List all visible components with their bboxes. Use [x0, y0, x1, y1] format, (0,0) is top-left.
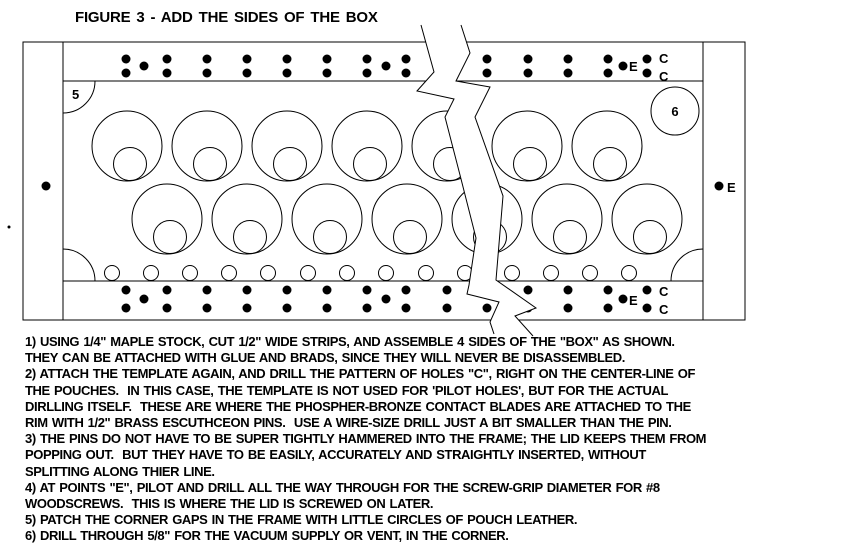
hole-c-dot — [402, 55, 411, 64]
label-e-right: E — [727, 180, 736, 195]
point-e-dot — [619, 295, 628, 304]
hole-c-dot — [483, 69, 492, 78]
instruction-line-9: SPLITTING ALONG THIER LINE. — [25, 463, 215, 479]
point-e-dot — [715, 182, 724, 191]
hole-c-dot — [283, 304, 292, 313]
hole-c-dot — [483, 55, 492, 64]
hole-c-dot — [483, 304, 492, 313]
hole-c-dot — [283, 55, 292, 64]
pouch-inner-circle — [394, 221, 427, 254]
pouch-circle — [332, 111, 402, 181]
hole-c-dot — [604, 55, 613, 64]
instructions-block — [25, 334, 706, 544]
hole-c-dot — [643, 69, 652, 78]
hole-c-dot — [524, 55, 533, 64]
hole-c-dot — [402, 69, 411, 78]
small-hole-circle — [105, 266, 120, 281]
hole-c-dot — [604, 69, 613, 78]
small-hole-circle — [340, 266, 355, 281]
pouch-circle — [172, 111, 242, 181]
hole-c-dot — [323, 55, 332, 64]
hole-c-dot — [163, 55, 172, 64]
corner-arc-bottom-left — [63, 249, 95, 281]
pouch-inner-circle — [154, 221, 187, 254]
small-hole-circle — [379, 266, 394, 281]
stray-dot — [8, 226, 11, 229]
label-corner-6: 6 — [671, 104, 679, 119]
hole-c-dot — [604, 286, 613, 295]
tear-gap — [417, 25, 536, 336]
instruction-line-10: 4) AT POINTS "E", PILOT AND DRILL ALL THE WAY THROUGH FOR THE SCREW-GRIP DIAMETER FOR #8 — [25, 479, 660, 495]
hole-c-dot — [243, 55, 252, 64]
hole-c-dot — [524, 286, 533, 295]
label-e-bottom: E — [629, 293, 638, 308]
instruction-line-3: 2) ATTACH THE TEMPLATE AGAIN, AND DRILL THE PATTERN OF HOLES "C", RIGHT ON THE CENTER-LINE OF — [25, 366, 695, 382]
hole-c-dot — [564, 304, 573, 313]
small-hole-circle — [261, 266, 276, 281]
pouch-inner-circle — [234, 221, 267, 254]
hole-c-dot — [363, 304, 372, 313]
label-corner-5: 5 — [72, 87, 80, 102]
hole-c-dot — [122, 69, 131, 78]
point-e-dot — [382, 62, 391, 71]
instruction-line-5: DIRLLING ITSELF. THESE ARE WHERE THE PHOSPHER-BRONZE CONTACT BLADES ARE ATTACHED TO THE — [25, 398, 691, 414]
hole-c-dot — [643, 286, 652, 295]
small-hole-circle — [544, 266, 559, 281]
small-hole-circle — [222, 266, 237, 281]
hole-c-dot — [122, 55, 131, 64]
instruction-line-2: THEY CAN BE ATTACHED WITH GLUE AND BRADS, SINCE THEY WILL NEVER BE DISASSEMBLED. — [25, 350, 625, 366]
small-hole-circle — [301, 266, 316, 281]
hole-c-dot — [564, 286, 573, 295]
label-e-top: E — [629, 59, 638, 74]
pouch-inner-circle — [554, 221, 587, 254]
corner-arc-bottom-right — [671, 249, 703, 281]
hole-c-dot — [163, 304, 172, 313]
small-hole-circle — [505, 266, 520, 281]
hole-c-dot — [443, 304, 452, 313]
hole-c-dot — [363, 55, 372, 64]
hole-c-dot — [604, 304, 613, 313]
small-hole-circle — [419, 266, 434, 281]
hole-c-dot — [402, 286, 411, 295]
hole-c-dot — [363, 69, 372, 78]
hole-c-dot — [203, 286, 212, 295]
hole-c-dot — [402, 304, 411, 313]
pouch-circle — [132, 184, 202, 254]
hole-c-dot — [243, 286, 252, 295]
instruction-line-12: 5) PATCH THE CORNER GAPS IN THE FRAME WITH LITTLE CIRCLES OF POUCH LEATHER. — [25, 512, 578, 528]
pouch-circle — [532, 184, 602, 254]
hole-c-dot — [524, 69, 533, 78]
pouch-inner-circle — [274, 148, 307, 181]
point-e-dot — [619, 62, 628, 71]
pouch-inner-circle — [194, 148, 227, 181]
small-hole-circle — [144, 266, 159, 281]
small-hole-circle — [622, 266, 637, 281]
hole-c-dot — [643, 304, 652, 313]
point-e-dot — [42, 182, 51, 191]
pouch-circle — [492, 111, 562, 181]
pouch-inner-circle — [594, 148, 627, 181]
pouch-circle — [212, 184, 282, 254]
hole-c-dot — [122, 286, 131, 295]
hole-c-dot — [443, 286, 452, 295]
hole-c-dot — [203, 69, 212, 78]
hole-c-dot — [643, 55, 652, 64]
instruction-line-1: 1) USING 1/4" MAPLE STOCK, CUT 1/2" WIDE STRIPS, AND ASSEMBLE 4 SIDES OF THE "BOX" AS SHOWN. — [25, 334, 675, 349]
hole-c-dot — [203, 304, 212, 313]
instruction-line-13: 6) DRILL THROUGH 5/8" FOR THE VACUUM SUPPLY OR VENT, IN THE CORNER. — [25, 528, 509, 544]
hole-c-dot — [163, 69, 172, 78]
pouch-inner-circle — [514, 148, 547, 181]
pouch-inner-circle — [114, 148, 147, 181]
pouch-circle — [572, 111, 642, 181]
instruction-line-7: 3) THE PINS DO NOT HAVE TO BE SUPER TIGHTLY HAMMERED INTO THE FRAME; THE LID KEEPS THEM FROM — [25, 431, 707, 447]
hole-c-dot — [323, 286, 332, 295]
figure-title: FIGURE 3 - ADD THE SIDES OF THE BOX — [75, 9, 378, 26]
label-c-bottom-lower: C — [659, 302, 669, 317]
point-e-dot — [382, 295, 391, 304]
label-c-bottom-upper: C — [659, 284, 669, 299]
small-hole-circle — [183, 266, 198, 281]
pouch-circle — [372, 184, 442, 254]
pouch-circle — [292, 184, 362, 254]
hole-c-dot — [564, 55, 573, 64]
pouch-circle — [252, 111, 322, 181]
hole-c-dot — [323, 304, 332, 313]
instruction-line-8: POPPING OUT. BUT THEY HAVE TO BE EASILY, ACCURATELY AND STRAIGHTLY INSERTED, WITHOUT — [25, 447, 646, 463]
instruction-line-11: WOODSCREWS. THIS IS WHERE THE LID IS SCREWED ON LATER. — [25, 495, 434, 511]
hole-c-dot — [203, 55, 212, 64]
hole-c-dot — [243, 69, 252, 78]
hole-c-dot — [283, 69, 292, 78]
hole-c-dot — [283, 286, 292, 295]
pouch-circle — [92, 111, 162, 181]
hole-c-dot — [564, 69, 573, 78]
point-e-dot — [140, 295, 149, 304]
instruction-line-4: THE POUCHES. IN THIS CASE, THE TEMPLATE IS NOT USED FOR 'PILOT HOLES', BUT FOR THE ACTUAL — [25, 382, 668, 398]
hole-c-dot — [323, 69, 332, 78]
hole-c-dot — [363, 286, 372, 295]
hole-c-dot — [243, 304, 252, 313]
point-e-dot — [140, 62, 149, 71]
label-c-top-lower: C — [659, 69, 669, 84]
pouch-circle — [612, 184, 682, 254]
hole-c-dot — [163, 286, 172, 295]
small-hole-circle — [583, 266, 598, 281]
pouch-inner-circle — [634, 221, 667, 254]
pouch-inner-circle — [354, 148, 387, 181]
label-c-top-upper: C — [659, 51, 669, 66]
hole-c-dot — [122, 304, 131, 313]
instruction-line-6: RIM WITH 1/2" BRASS ESCUTHCEON PINS. USE A WIRE-SIZE DRILL JUST A BIT SMALLER THAN THE PIN. — [25, 414, 672, 430]
pouch-inner-circle — [314, 221, 347, 254]
